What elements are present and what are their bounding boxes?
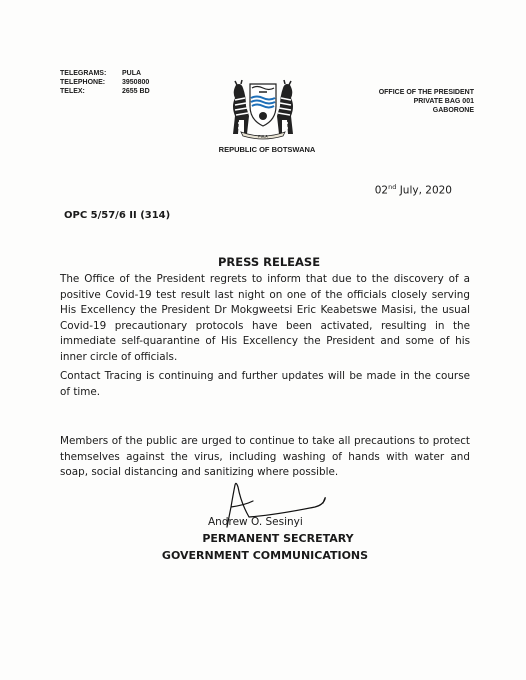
contact-row-telephone: [60, 78, 150, 87]
letterhead-office-address: [379, 88, 474, 115]
contact-row-telex: [60, 87, 150, 96]
office-line: OFFICE OF THE PRESIDENT: [378, 89, 474, 96]
letterhead-contacts: [60, 69, 150, 96]
page-title: PRESS RELEASE: [217, 255, 321, 269]
republic-label: REPUBLIC OF BOTSWANA: [218, 145, 316, 154]
contact-label: TELEPHONE:: [60, 79, 106, 86]
reference-number: OPC 5/57/6 II (314): [64, 210, 171, 221]
contact-value: 2655 BD: [122, 88, 150, 95]
contact-row-telegrams: [60, 69, 150, 78]
shield-icon: [250, 84, 276, 126]
body-paragraph-3: Members of the public are urged to continue to take all precautions to protect themselves against the virus, including washing of hands with water and soap, social distancing and sanitizing where possible.: [60, 435, 470, 479]
date-rest: July, 2020: [396, 184, 452, 197]
coat-of-arms-icon: [219, 76, 307, 140]
contact-value: PULA: [122, 70, 142, 77]
date-day: 02: [374, 184, 389, 197]
contact-value: 3950800: [122, 79, 150, 86]
zebra-left-icon: [233, 80, 249, 134]
zebra-right-icon: [277, 80, 293, 134]
date-suffix: nd: [388, 183, 397, 191]
body-paragraph-1: The Office of the President regrets to inform that due to the discovery of a positive Covid-19 test result last night on one of the officials closely serving His Excellency the President Dr Mokgweetsi Eric Keabetswe Masisi, the usual Covid-19 precautionary protocols have been activated, resulting in the immediate self-quarantine of His Excellency the President and some of his inner circle of officials.: [60, 273, 470, 363]
office-line: GABORONE: [432, 107, 474, 114]
contact-label: TELEGRAMS:: [60, 70, 107, 77]
signatory-title-line-2: GOVERNMENT COMMUNICATIONS: [161, 549, 369, 562]
signatory-name: Andrew O. Sesinyi: [208, 516, 303, 528]
body-paragraph-2: Contact Tracing is continuing and further updates will be made in the course of time.: [60, 370, 470, 398]
office-line: PRIVATE BAG 001: [413, 98, 474, 105]
contact-label: TELEX:: [60, 88, 85, 95]
crest-motto: PULA: [258, 134, 268, 139]
signatory-title-line-1: PERMANENT SECRETARY: [202, 532, 354, 545]
letter-date: [375, 183, 452, 197]
